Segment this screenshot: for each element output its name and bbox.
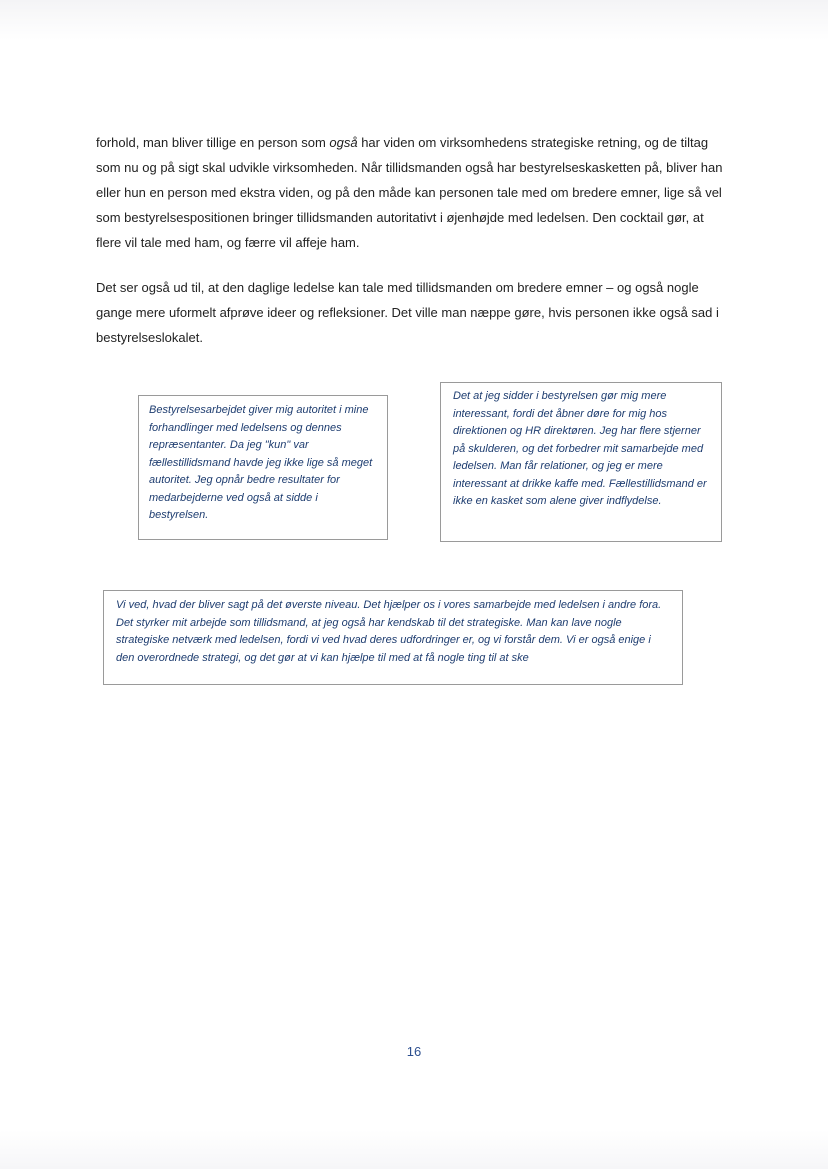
quote-box-1 [138,395,388,540]
quote-text-3: Vi ved, hvad der bliver sagt på det øverste niveau. Det hjælper os i vores samarbejde med ledelsen i andre fora. Det styrker mit arbejde som tillidsmand, at jeg også har kendskab til det strategiske. Man kan lave nogle strategiske netværk med ledelsen, fordi vi ved hvad deres udfordringer er, og vi forstår dem. Vi er også enige i den overordnede strategi, og det gør at vi kan hjælpe til med at få nogle ting til at ske [116,599,662,664]
body-paragraph-1 [96,130,728,255]
body-paragraph-2: Det ser også ud til, at den daglige ledelse kan tale med tillidsmanden om bredere emner – og også nogle gange mere uformelt afprøve ideer og refleksioner. Det ville man næppe gøre, hvis personen ikke også sad i bestyrelseslokalet. [96,280,719,345]
quote-box-3 [103,590,683,685]
paragraph-1-start: forhold, man bliver tillige en person som [96,135,330,150]
paragraph-1-emphasis: også [329,135,358,150]
paragraph-1-rest: har viden om virksomhedens strategiske retning, og de tiltag som nu og på sigt skal udvikle virksomheden. Når tillidsmanden også har bestyrelseskasketten på, bliver han eller hun en person med ekstra viden, og på den måde kan personen tale med om bredere emner, lige så vel som bestyrelsespositionen bringer tillidsmanden autoritativt i øjenhøjde med ledelsen. Den cocktail gør, at flere vil tale med ham, og færre vil affeje ham. [96,135,723,250]
quote-text-2: Det at jeg sidder i bestyrelsen gør mig mere interessant, fordi det åbner døre for mig hos direktionen og HR direktøren. Jeg har flere stjerner på skulderen, og det forbedrer mit samarbejde med ledelsen. Man får relationer, og jeg er mere interessant at drikke kaffe med. Fællestillidsmand er ikke en kasket som alene giver indflydelse. [453,390,707,507]
page-number: 16 [406,1044,422,1059]
quote-text-1: Bestyrelsesarbejdet giver mig autoritet i mine forhandlinger med ledelsens og dennes repræsentanter. Da jeg "kun" var fællestillidsmand havde jeg ikke lige så meget autoritet. Jeg opnår bedre resultater for medarbejderne ved også at sidde i bestyrelsen. [149,404,373,521]
quote-box-2 [440,382,722,542]
